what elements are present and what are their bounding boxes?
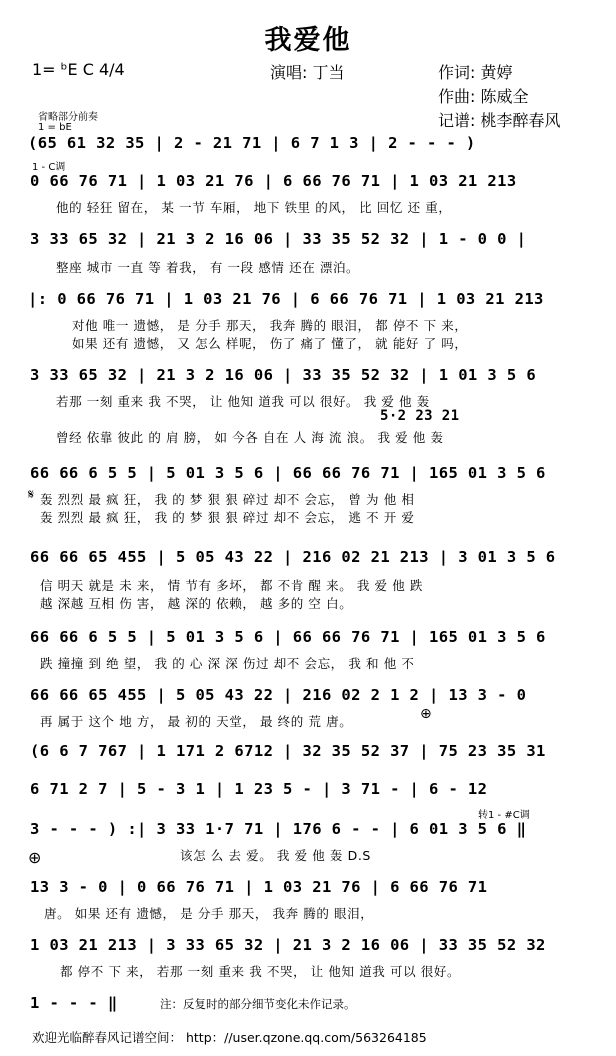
staff-system-2: 0 66 76 71 | 1 03 21 76 | 6 66 76 71 | 1 03 21 213 <box>30 172 517 190</box>
staff-system-9: 66 66 65 455 | 5 05 43 22 | 216 02 2 1 2 | 13 3 - 0 <box>30 686 527 704</box>
lyric-line-3: 整座 城市 一直 等 着我， 有 一段 感情 还在 漂泊。 <box>56 260 360 275</box>
lyric-line-5: 若那 一刻 重来 我 不哭， 让 他知 道我 可以 很好。 我 爱 他 轰 <box>56 394 430 409</box>
key-signature: 1= ᵇE C 4/4 <box>32 60 125 79</box>
final-measure: 1 - - - ‖ <box>30 994 118 1012</box>
staff-system-6: 66 66 6 5 5 | 5 01 3 5 6 | 66 66 76 71 | 165 01 3 5 6 <box>30 464 546 482</box>
transcriber-credit: 记谱: 桃李醉春风 <box>438 111 561 130</box>
staff-system-12: 3 - - - ) :| 3 33 1·7 71 | 176 6 - - | 6 01 3 5 6 ‖ <box>30 820 527 838</box>
coda-icon: ⊕ <box>28 848 42 867</box>
staff-system-7: 66 66 65 455 | 5 05 43 22 | 216 02 21 213 | 3 01 3 5 6 <box>30 548 556 566</box>
staff-variant-5b: 5·2 23 21 <box>380 408 460 424</box>
staff-system-8: 66 66 6 5 5 | 5 01 3 5 6 | 66 66 76 71 | 165 01 3 5 6 <box>30 628 546 646</box>
staff-system-14: 1 03 21 213 | 3 33 65 32 | 21 3 2 16 06 | 33 35 52 32 <box>30 936 546 954</box>
lyric-line-7a: 信 明天 就是 未 来， 情 节有 多坏， 都 不肯 醒 来。 我 爱 他 跌 <box>40 578 424 593</box>
key-mark-be: 1 = bE <box>38 122 72 133</box>
song-title: 我爱他 <box>264 25 352 56</box>
lyric-line-4a: 对他 唯一 遗憾， 是 分手 那天， 我奔 腾的 眼泪， 都 停不 下 来， <box>72 318 468 333</box>
lyric-line-7b: 越 深越 互相 伤 害， 越 深的 依赖， 越 多的 空 白。 <box>40 596 353 611</box>
lyric-line-14: 都 停不 下 来， 若那 一刻 重来 我 不哭， 让 他知 道我 可以 很好。 <box>60 964 461 979</box>
composer-credit: 作曲: 陈威全 <box>438 87 529 106</box>
footnote: 注：反复时的部分细节变化未作记录。 <box>160 997 356 1011</box>
segno-icon: 𝄋 <box>28 487 35 503</box>
singer-credit: 演唱: 丁当 <box>270 63 345 82</box>
modulation-mark: 转1 - #C调 <box>478 810 530 821</box>
staff-system-4: |: 0 66 76 71 | 1 03 21 76 | 6 66 76 71 | 1 03 21 213 <box>28 290 544 308</box>
lyric-line-13: 唐。 如果 还有 遗憾， 是 分手 那天， 我奔 腾的 眼泪， <box>44 906 374 921</box>
lyric-line-2: 他的 轻狂 留在， 某 一节 车厢， 地下 铁里 的风， 比 回忆 还 重， <box>56 200 452 215</box>
footer-credit: 欢迎光临醉春风记谱空间： http：//user.qzone.qq.com/563264185 <box>32 1030 427 1045</box>
staff-system-5: 3 33 65 32 | 21 3 2 16 06 | 33 35 52 32 | 1 01 3 5 6 <box>30 366 537 384</box>
intro-note: 省略部分前奏 <box>38 112 98 123</box>
lyric-line-5b: 曾经 依靠 彼此 的 肩 膀， 如 今各 自在 人 海 流 浪。 我 爱 他 轰 <box>56 430 444 445</box>
lyric-line-8: 跌 撞撞 到 绝 望， 我 的 心 深 深 伤过 却不 会忘， 我 和 他 不 <box>40 656 415 671</box>
lyric-line-6b: 轰 烈烈 最 疯 狂， 我 的 梦 狠 狠 碎过 却不 会忘， 逃 不 开 爱 <box>40 510 415 525</box>
staff-system-interlude-1: (6 6 7 767 | 1 171 2 6712 | 32 35 52 37 | 75 23 35 31 <box>30 742 546 760</box>
lyric-line-4b: 如果 还有 遗憾， 又 怎么 样呢， 伤了 痛了 懂了， 就 能好 了 吗， <box>72 336 468 351</box>
lyricist-credit: 作词: 黄婷 <box>438 63 513 82</box>
staff-system-3: 3 33 65 32 | 21 3 2 16 06 | 33 35 52 32 | 1 - 0 0 | <box>30 230 527 248</box>
lyric-line-12: 该怎 么 去 爱。 我 爱 他 轰 D.S <box>180 848 371 863</box>
staff-system-13: 13 3 - 0 | 0 66 76 71 | 1 03 21 76 | 6 66 76 71 <box>30 878 488 896</box>
staff-system-interlude-2: 6 71 2 7 | 5 - 3 1 | 1 23 5 - | 3 71 - | 6 - 12 <box>30 780 488 798</box>
key-mark-c: 1 - C调 <box>32 162 66 173</box>
coda-mark-icon: ⊕ <box>420 706 432 722</box>
lyric-line-9: 再 属于 这个 地 方， 最 初的 天堂， 最 终的 荒 唐。 <box>40 714 353 729</box>
staff-system-intro: (65 61 32 35 | 2 - 21 71 | 6 7 1 3 | 2 - - - ) <box>28 134 476 152</box>
lyric-line-6a: 轰 烈烈 最 疯 狂， 我 的 梦 狠 狠 碎过 却不 会忘， 曾 为 他 相 <box>40 492 415 507</box>
